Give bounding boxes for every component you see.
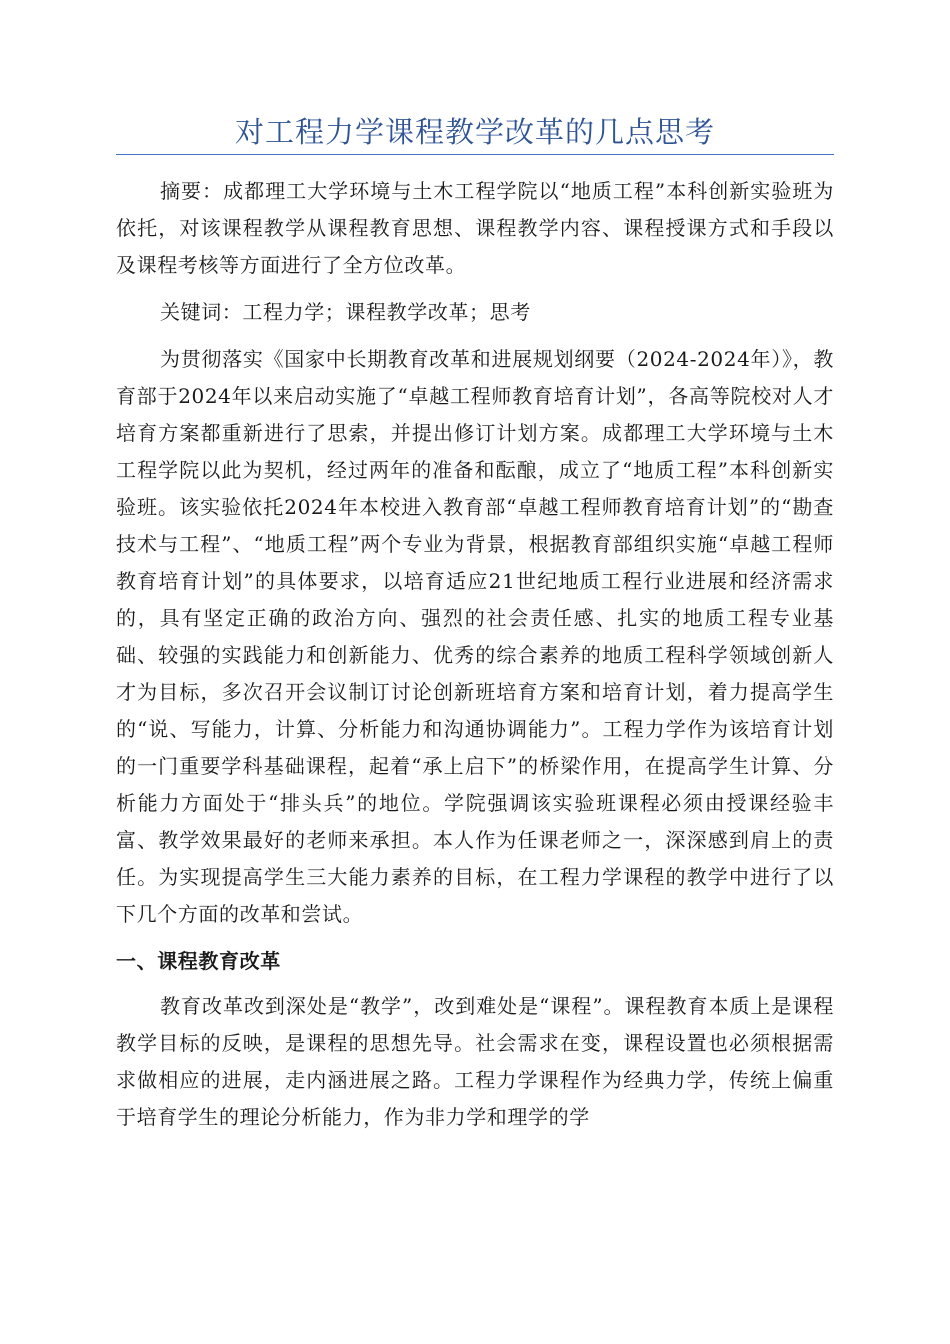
keywords-paragraph: 关键词：工程力学；课程教学改革；思考 [160, 300, 531, 324]
intro-paragraph: 为贯彻落实《国家中长期教育改革和进展规划纲要（2024-2024年）》，教育部于2024年以来启动实施了“卓越工程师教育培育计划”，各高等院校对人才培育方案都重新进行了思索，并提出修订计划方案。成都理工大学环境与土木工程学院以此为契机，经过两年的准备和酝酿，成立了“地质工程”本科创新实验班。该实验依托2024年本校进入教育部“卓越工程师教育培育计划”的“勘查技术与工程”、“地质工程”两个专业为背景，根据教育部组织实施“卓越工程师教育培育计划”的具体要求，以培育适应21世纪地质工程行业进展和经济需求的，具有坚定正确的政治方向、强烈的社会责任感、扎实的地质工程专业基础、较强的实践能力和创新能力、优秀的综合素养的地质工程科学领域创新人才为目标，多次召开会议制订讨论创新班培育方案和培育计划，着力提高学生的“说、写能力，计算、分析能力和沟通协调能力”。工程力学作为该培育计划的一门重要学科基础课程，起着“承上启下”的桥梁作用，在提高学生计算、分析能力方面处于“排头兵”的地位。学院强调该实验班课程必须由授课经验丰富、教学效果最好的老师来承担。本人作为任课老师之一，深深感到肩上的责任。为实现提高学生三大能力素养的目标，在工程力学课程的教学中进行了以下几个方面的改革和尝试。 [116, 347, 834, 926]
document-title: 对工程力学课程教学改革的几点思考 [116, 112, 834, 155]
abstract-paragraph: 摘要：成都理工大学环境与土木工程学院以“地质工程”本科创新实验班为依托，对该课程教学从课程教育思想、课程教学内容、课程授课方式和手段以及课程考核等方面进行了全方位改革。 [116, 179, 834, 277]
section1-paragraph: 教育改革改到深处是“教学”，改到难处是“课程”。课程教育本质上是课程教学目标的反映，是课程的思想先导。社会需求在变，课程设置也必须根据需求做相应的进展，走内涵进展之路。工程力学课程作为经典力学，传统上偏重于培育学生的理论分析能力，作为非力学和理学的学 [116, 994, 834, 1129]
section-heading-1: 一、课程教育改革 [116, 949, 281, 973]
document-page [116, 112, 834, 1136]
